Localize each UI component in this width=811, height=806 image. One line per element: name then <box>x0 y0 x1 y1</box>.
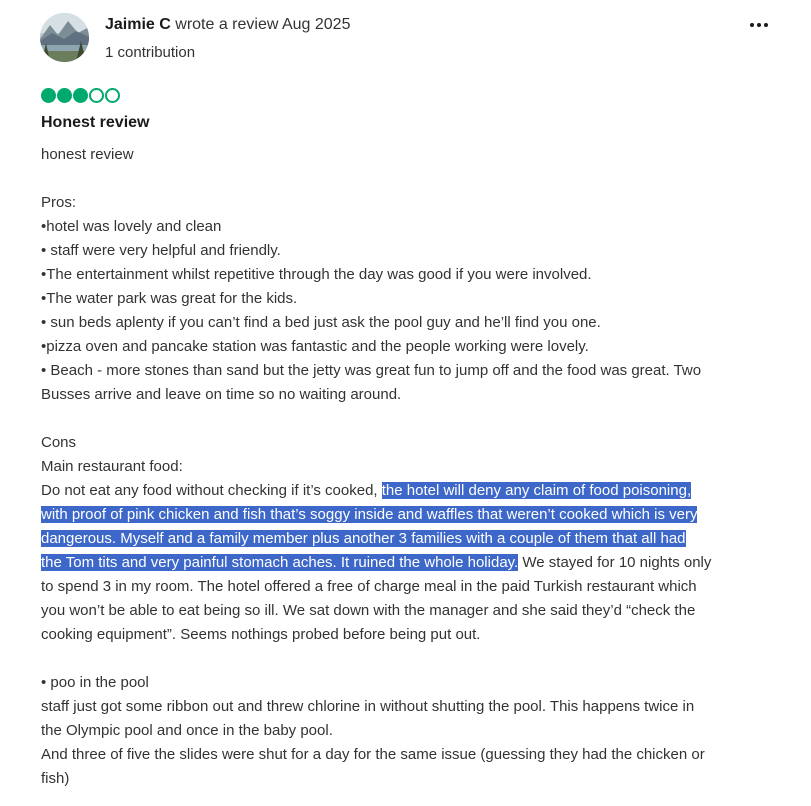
review-text: •hotel was lovely and clean <box>41 218 222 235</box>
avatar[interactable] <box>40 13 89 62</box>
review-text: honest review <box>41 146 134 163</box>
review-title: Honest review <box>41 114 150 131</box>
review-text-line <box>41 191 776 215</box>
review-text: • poo in the pool <box>41 674 149 691</box>
selected-text: with proof of pink chicken and fish that’s soggy inside and waffles that weren’t cooked which is very <box>41 506 698 523</box>
review-text: •The water park was great for the kids. <box>41 290 298 307</box>
selected-text: dangerous. Myself and a family member plus another 3 families with a couple of them that all had <box>41 530 686 547</box>
review-text: fish) <box>41 770 70 787</box>
review-text-line <box>41 215 776 239</box>
review-text: Main restaurant food: <box>41 458 183 475</box>
selected-text: the hotel will deny any claim of food poisoning, <box>381 482 692 499</box>
review-text-line <box>41 239 776 263</box>
review-text-line <box>41 311 776 335</box>
review-text-line <box>41 383 776 407</box>
review-text: the Olympic pool and once in the baby pool. <box>41 722 333 739</box>
review-text-line <box>41 359 776 383</box>
review-text-line <box>41 647 776 671</box>
review-text-line <box>41 599 776 623</box>
avatar-landscape-image <box>40 13 89 62</box>
reviewer-line <box>105 14 350 36</box>
review-text: • sun beds aplenty if you can’t find a bed just ask the pool guy and he’ll find you one. <box>41 314 601 331</box>
review-text-line <box>41 743 776 767</box>
contribution-count: 1 contribution <box>105 44 196 61</box>
reviewer-name[interactable]: Jaimie C <box>105 16 171 33</box>
more-options-button[interactable] <box>744 12 774 38</box>
review-text-line <box>41 719 776 743</box>
review-action-text: wrote a review Aug 2025 <box>170 16 351 33</box>
review-text-line <box>41 503 776 527</box>
rating-bubbles <box>41 88 120 103</box>
review-text-line <box>41 671 776 695</box>
review-text-line <box>41 551 776 575</box>
review-text: cooking equipment”. Seems nothings probed before being put out. <box>41 626 481 643</box>
review-text-line <box>41 695 776 719</box>
review-text-line <box>41 623 776 647</box>
review-text: staff just got some ribbon out and threw chlorine in without shutting the pool. This happens twice in <box>41 698 695 715</box>
review-text-line <box>41 479 776 503</box>
review-text: •The entertainment whilst repetitive through the day was good if you were involved. <box>41 266 592 283</box>
review-text-line <box>41 455 776 479</box>
review-text-line <box>41 335 776 359</box>
review-text: Cons <box>41 434 77 451</box>
review-text-line <box>41 527 776 551</box>
review-text: And three of five the slides were shut for a day for the same issue (guessing they had the chicken or <box>41 746 705 763</box>
review-text: Pros: <box>41 194 77 211</box>
review-text-line <box>41 431 776 455</box>
review-text-line <box>41 167 776 191</box>
rating-bubble-icon <box>41 88 56 103</box>
review-text: We stayed for 10 nights only <box>518 554 712 571</box>
review-text: Busses arrive and leave on time so no waiting around. <box>41 386 402 403</box>
more-options-icon <box>750 23 768 27</box>
rating-bubble-icon <box>89 88 104 103</box>
rating-bubble-icon <box>105 88 120 103</box>
review-text: you won’t be able to eat being so ill. We sat down with the manager and she said they’d “check the <box>41 602 696 619</box>
review-text: • Beach - more stones than sand but the jetty was great fun to jump off and the food was great. Two <box>41 362 702 379</box>
review-text-line <box>41 767 776 791</box>
review-text: •pizza oven and pancake station was fantastic and the people working were lovely. <box>41 338 589 355</box>
review-text: • staff were very helpful and friendly. <box>41 242 281 259</box>
rating-bubble-icon <box>73 88 88 103</box>
selected-text: the Tom tits and very painful stomach aches. It ruined the whole holiday. <box>41 554 519 571</box>
review-text: to spend 3 in my room. The hotel offered a free of charge meal in the paid Turkish restaurant which <box>41 578 697 595</box>
review-text-line <box>41 287 776 311</box>
rating-bubble-icon <box>57 88 72 103</box>
review-text-line <box>41 143 776 167</box>
review-text: Do not eat any food without checking if it’s cooked, <box>41 482 382 499</box>
review-body <box>41 143 776 791</box>
review-text-line <box>41 407 776 431</box>
review-text-line <box>41 575 776 599</box>
review-text-line <box>41 263 776 287</box>
